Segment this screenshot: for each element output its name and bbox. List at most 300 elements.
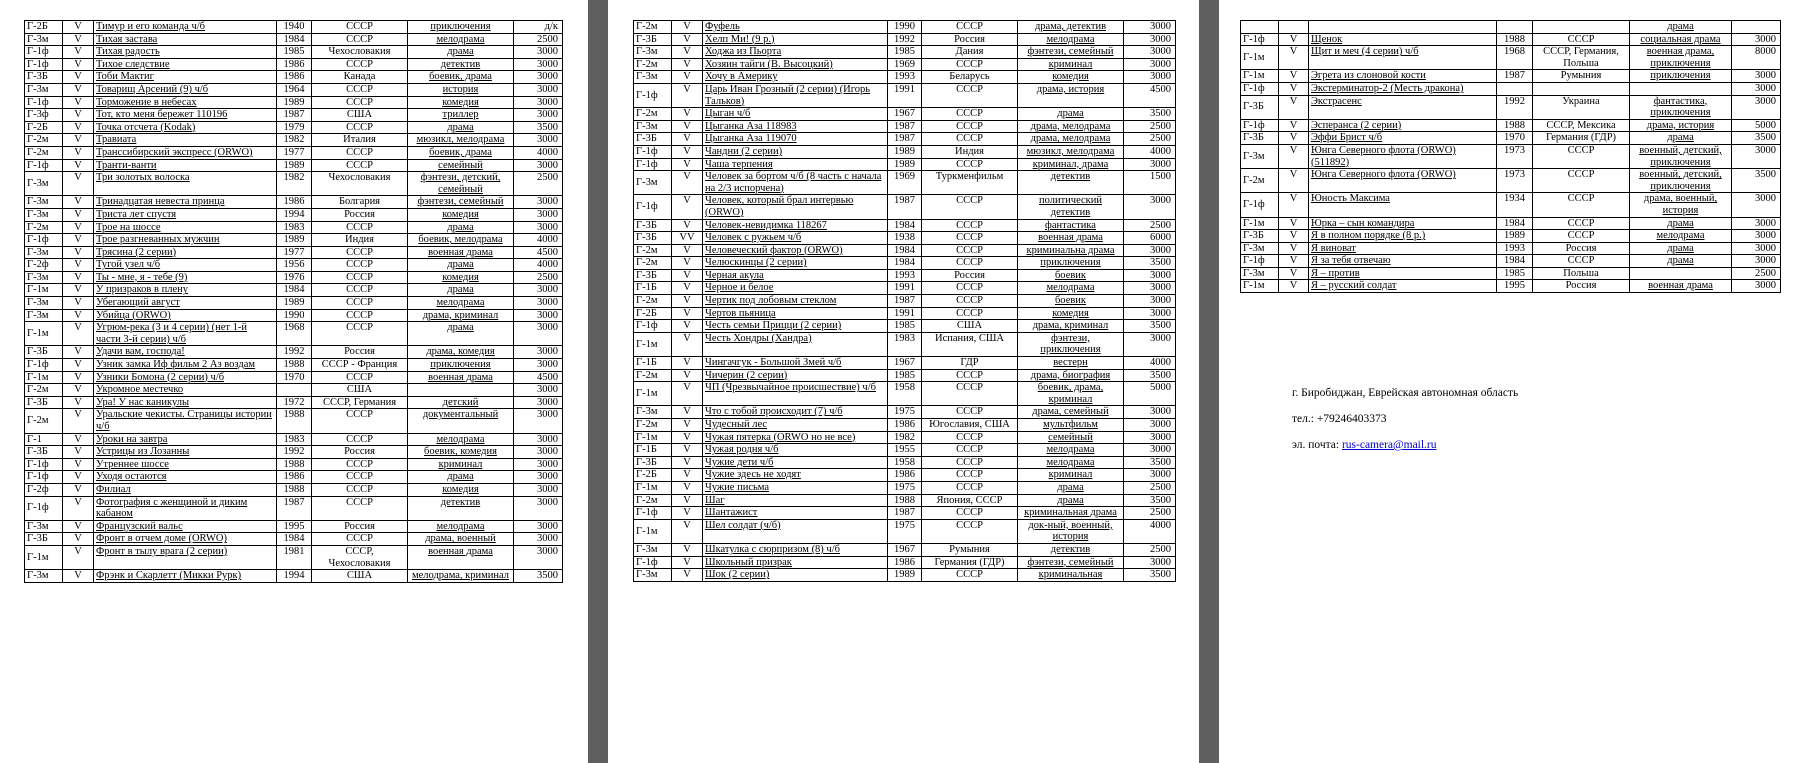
code-cell: Г-1ф bbox=[634, 556, 672, 569]
country-cell: СССР bbox=[312, 371, 408, 384]
table-row bbox=[25, 83, 563, 96]
country-cell: СССР bbox=[1533, 193, 1630, 217]
code-cell: Г-1м bbox=[634, 519, 672, 543]
format-cell: V bbox=[672, 444, 703, 457]
country-cell: СССР bbox=[312, 259, 408, 272]
table-row bbox=[25, 322, 563, 346]
year-cell: 1989 bbox=[888, 569, 922, 582]
table-row bbox=[634, 282, 1176, 295]
country-cell: СССР, Мексика bbox=[1533, 119, 1630, 132]
price-cell: 3000 bbox=[514, 71, 563, 84]
year-cell: 1979 bbox=[277, 121, 312, 134]
country-cell: СССР bbox=[312, 121, 408, 134]
genre-cell: драма bbox=[408, 471, 514, 484]
title-cell: Экстрасенс bbox=[1309, 95, 1497, 119]
genre-cell: фэнтези, семейный bbox=[1018, 46, 1124, 59]
year-cell: 1985 bbox=[277, 46, 312, 59]
genre-cell: военный, детский, приключения bbox=[1630, 144, 1732, 168]
code-cell: Г-3Б bbox=[25, 346, 63, 359]
table-row bbox=[1241, 217, 1781, 230]
price-cell: 4500 bbox=[514, 371, 563, 384]
table-row bbox=[25, 96, 563, 109]
code-cell: Г-2м bbox=[25, 146, 63, 159]
price-cell: 3000 bbox=[514, 159, 563, 172]
price-cell: 2500 bbox=[1124, 507, 1176, 520]
year-cell: 1970 bbox=[1497, 132, 1533, 145]
table-row bbox=[25, 496, 563, 520]
title-cell: Тихая радость bbox=[94, 46, 277, 59]
format-cell: V bbox=[672, 569, 703, 582]
price-cell: 3000 bbox=[1124, 295, 1176, 308]
code-cell: Г-1м bbox=[25, 545, 63, 569]
price-cell: 3500 bbox=[1124, 456, 1176, 469]
year-cell: 1977 bbox=[277, 246, 312, 259]
genre-cell: военный, детский, приключения bbox=[1630, 169, 1732, 193]
title-cell: Уроки на завтра bbox=[94, 433, 277, 446]
title-cell: Юнга Северного флота (ORWO) bbox=[1309, 169, 1497, 193]
country-cell: Югославия, США bbox=[922, 419, 1018, 432]
country-cell: СССР bbox=[922, 307, 1018, 320]
table-row bbox=[25, 433, 563, 446]
table-row bbox=[634, 382, 1176, 406]
code-cell: Г-1м bbox=[25, 284, 63, 297]
year-cell: 1985 bbox=[1497, 267, 1533, 280]
code-cell: Г-2м bbox=[634, 257, 672, 270]
title-cell: Хелп Ми! (9 р.) bbox=[703, 33, 888, 46]
table-row bbox=[634, 257, 1176, 270]
country-cell: СССР bbox=[1533, 33, 1630, 46]
table-row bbox=[634, 108, 1176, 121]
genre-cell: криминал bbox=[1018, 58, 1124, 71]
table-row bbox=[634, 369, 1176, 382]
price-cell: 3000 bbox=[1732, 242, 1781, 255]
code-cell: Г-3Б bbox=[25, 446, 63, 459]
title-cell: Укромное местечко bbox=[94, 384, 277, 397]
genre-cell: боевик bbox=[1018, 295, 1124, 308]
code-cell: Г-1ф bbox=[634, 320, 672, 333]
genre-cell: вестерн bbox=[1018, 357, 1124, 370]
code-cell: Г-1м bbox=[634, 481, 672, 494]
format-cell: V bbox=[672, 21, 703, 34]
title-cell: Травиата bbox=[94, 134, 277, 147]
year-cell: 1987 bbox=[888, 507, 922, 520]
year-cell: 1987 bbox=[888, 295, 922, 308]
genre-cell: мелодрама, криминал bbox=[408, 570, 514, 583]
table-row bbox=[25, 297, 563, 310]
genre-cell: мелодрама bbox=[408, 433, 514, 446]
year-cell: 1991 bbox=[888, 83, 922, 107]
title-cell: Человек, который брал интервью (ORWO) bbox=[703, 195, 888, 219]
title-cell: Угрюм-река (3 и 4 серии) (нет 1-й части 3-й серии) ч/б bbox=[94, 322, 277, 346]
format-cell: V bbox=[672, 120, 703, 133]
title-cell: Хочу в Америку bbox=[703, 71, 888, 84]
code-cell: Г-2ф bbox=[25, 259, 63, 272]
price-cell: 3000 bbox=[514, 83, 563, 96]
format-cell: V bbox=[63, 21, 94, 34]
genre-cell: боевик, драма bbox=[408, 71, 514, 84]
code-cell: Г-1ф bbox=[1241, 255, 1279, 268]
table-row bbox=[25, 246, 563, 259]
year-cell: 1992 bbox=[1497, 95, 1533, 119]
price-cell: 4000 bbox=[514, 146, 563, 159]
country-cell: Италия bbox=[312, 134, 408, 147]
table-row bbox=[634, 569, 1176, 582]
year-cell bbox=[277, 384, 312, 397]
table-row bbox=[25, 234, 563, 247]
table-row bbox=[634, 431, 1176, 444]
price-cell: 3000 bbox=[514, 109, 563, 122]
title-cell: Убийца (ORWO) bbox=[94, 309, 277, 322]
country-cell: СССР bbox=[922, 431, 1018, 444]
format-cell: V bbox=[1279, 46, 1309, 70]
price-cell: 2500 bbox=[514, 271, 563, 284]
code-cell: Г-3м bbox=[25, 520, 63, 533]
code-cell: Г-3Б bbox=[1241, 230, 1279, 243]
price-cell: 3000 bbox=[1124, 419, 1176, 432]
title-cell: Человек за бортом ч/б (8 часть с начала на 2/3 испорчена) bbox=[703, 171, 888, 195]
table-row bbox=[634, 244, 1176, 257]
title-cell: Шаг bbox=[703, 494, 888, 507]
title-cell: Транссибирский экспресс (ORWO) bbox=[94, 146, 277, 159]
table-row bbox=[1241, 144, 1781, 168]
format-cell: V bbox=[672, 456, 703, 469]
price-cell: 1500 bbox=[1124, 171, 1176, 195]
code-cell: Г-3м bbox=[1241, 267, 1279, 280]
table-row bbox=[25, 533, 563, 546]
format-cell: V bbox=[672, 431, 703, 444]
code-cell: Г-1Б bbox=[634, 282, 672, 295]
code-cell: Г-3Б bbox=[634, 133, 672, 146]
price-cell: 3500 bbox=[1124, 257, 1176, 270]
table-row bbox=[634, 21, 1176, 34]
contact-address: г. Биробиджан, Еврейская автономная область bbox=[1292, 387, 1519, 399]
genre-cell: драма, история bbox=[1630, 119, 1732, 132]
code-cell: Г-1ф bbox=[25, 234, 63, 247]
price-cell: 3000 bbox=[1124, 307, 1176, 320]
code-cell: Г-2м bbox=[634, 108, 672, 121]
format-cell: V bbox=[63, 458, 94, 471]
genre-cell: военная драма, приключения bbox=[1630, 46, 1732, 70]
code-cell: Г-3м bbox=[25, 246, 63, 259]
year-cell: 1988 bbox=[277, 409, 312, 433]
code-cell: Г-2м bbox=[1241, 169, 1279, 193]
genre-cell: военная драма bbox=[1018, 232, 1124, 245]
format-cell: V bbox=[1279, 230, 1309, 243]
format-cell: V bbox=[672, 219, 703, 232]
year-cell: 1967 bbox=[888, 543, 922, 556]
code-cell: Г-3Б bbox=[25, 396, 63, 409]
country-cell: США bbox=[312, 570, 408, 583]
price-cell: 3000 bbox=[514, 384, 563, 397]
format-cell: V bbox=[672, 244, 703, 257]
code-cell: Г-1ф bbox=[1241, 82, 1279, 95]
code-cell: Г-3м bbox=[25, 271, 63, 284]
country-cell: СССР bbox=[312, 159, 408, 172]
year-cell: 1993 bbox=[1497, 242, 1533, 255]
title-cell: Трое разгневанных мужчин bbox=[94, 234, 277, 247]
code-cell: Г-3м bbox=[25, 83, 63, 96]
table-row bbox=[25, 196, 563, 209]
year-cell: 1988 bbox=[1497, 119, 1533, 132]
genre-cell bbox=[408, 384, 514, 397]
price-cell: 3000 bbox=[1124, 406, 1176, 419]
code-cell: Г-3Б bbox=[1241, 132, 1279, 145]
title-cell: Щенок bbox=[1309, 33, 1497, 46]
genre-cell: криминал bbox=[1018, 469, 1124, 482]
country-cell: СССР bbox=[922, 21, 1018, 34]
format-cell: V bbox=[63, 221, 94, 234]
genre-cell: драма bbox=[1630, 21, 1732, 34]
code-cell: Г-2ф bbox=[25, 483, 63, 496]
year-cell: 1985 bbox=[888, 46, 922, 59]
table-row bbox=[634, 543, 1176, 556]
year-cell: 1988 bbox=[277, 359, 312, 372]
country-cell: СССР bbox=[312, 496, 408, 520]
format-cell: V bbox=[63, 172, 94, 196]
price-cell: 3000 bbox=[1124, 71, 1176, 84]
table-row bbox=[1241, 21, 1781, 34]
format-cell: V bbox=[63, 146, 94, 159]
price-cell: 3000 bbox=[1732, 280, 1781, 293]
genre-cell: мелодрама bbox=[1018, 282, 1124, 295]
country-cell: СССР bbox=[312, 246, 408, 259]
country-cell: Россия bbox=[312, 208, 408, 221]
year-cell: 1969 bbox=[888, 171, 922, 195]
table-row bbox=[1241, 230, 1781, 243]
format-cell: V bbox=[63, 545, 94, 569]
genre-cell: комедия bbox=[408, 271, 514, 284]
table-row bbox=[25, 134, 563, 147]
genre-cell: драма, мелодрама bbox=[1018, 133, 1124, 146]
title-cell: Цыганка Аза 119070 bbox=[703, 133, 888, 146]
code-cell: Г-2м bbox=[634, 369, 672, 382]
title-cell: Чужая родня ч/б bbox=[703, 444, 888, 457]
price-cell: 3000 bbox=[1124, 444, 1176, 457]
title-cell: Удачи вам, господа! bbox=[94, 346, 277, 359]
price-cell: 3000 bbox=[1732, 144, 1781, 168]
format-cell: V bbox=[672, 406, 703, 419]
code-cell: Г-1ф bbox=[25, 359, 63, 372]
country-cell: СССР bbox=[922, 569, 1018, 582]
code-cell: Г-2м bbox=[25, 134, 63, 147]
price-cell: 4500 bbox=[514, 246, 563, 259]
year-cell: 1989 bbox=[888, 158, 922, 171]
price-cell: 5000 bbox=[1124, 382, 1176, 406]
genre-cell: детектив bbox=[1018, 543, 1124, 556]
year-cell: 1969 bbox=[888, 58, 922, 71]
code-cell: Г-1ф bbox=[25, 58, 63, 71]
table-row bbox=[25, 271, 563, 284]
genre-cell: мюзикл, мелодрама bbox=[1018, 145, 1124, 158]
year-cell: 1991 bbox=[888, 307, 922, 320]
country-cell: СССР bbox=[1533, 169, 1630, 193]
format-cell: V bbox=[672, 481, 703, 494]
price-cell: 3000 bbox=[514, 533, 563, 546]
country-cell: СССР bbox=[922, 444, 1018, 457]
format-cell: V bbox=[1279, 119, 1309, 132]
year-cell: 1982 bbox=[277, 134, 312, 147]
year-cell: 1989 bbox=[277, 96, 312, 109]
format-cell: V bbox=[672, 33, 703, 46]
year-cell: 1989 bbox=[888, 145, 922, 158]
table-row bbox=[25, 409, 563, 433]
year-cell: 1986 bbox=[277, 58, 312, 71]
genre-cell bbox=[1630, 267, 1732, 280]
genre-cell: комедия bbox=[1018, 307, 1124, 320]
year-cell: 1982 bbox=[888, 431, 922, 444]
format-cell: V bbox=[1279, 144, 1309, 168]
country-cell bbox=[1533, 82, 1630, 95]
table-row bbox=[1241, 193, 1781, 217]
table-row bbox=[25, 471, 563, 484]
year-cell: 1984 bbox=[888, 257, 922, 270]
format-cell: V bbox=[672, 419, 703, 432]
code-cell: Г-1ф bbox=[634, 158, 672, 171]
title-cell: Я за тебя отвечаю bbox=[1309, 255, 1497, 268]
price-cell: 3000 bbox=[1124, 556, 1176, 569]
title-cell: Уходя остаются bbox=[94, 471, 277, 484]
code-cell: Г-2Б bbox=[25, 121, 63, 134]
format-cell: V bbox=[63, 371, 94, 384]
price-cell: 3000 bbox=[514, 46, 563, 59]
table-row bbox=[1241, 95, 1781, 119]
code-cell: Г-1м bbox=[1241, 217, 1279, 230]
table-row bbox=[1241, 242, 1781, 255]
year-cell: 1967 bbox=[888, 357, 922, 370]
genre-cell: драма bbox=[1018, 481, 1124, 494]
contact-email-label: эл. почта: bbox=[1292, 439, 1342, 451]
country-cell: Чехословакия bbox=[312, 46, 408, 59]
price-cell: 3500 bbox=[1124, 108, 1176, 121]
year-cell: 1983 bbox=[277, 221, 312, 234]
table-row bbox=[25, 172, 563, 196]
price-cell: 4000 bbox=[1124, 357, 1176, 370]
genre-cell: мелодрама bbox=[1018, 456, 1124, 469]
title-cell: Чудесный лес bbox=[703, 419, 888, 432]
title-cell: Челюскинцы (2 серии) bbox=[703, 257, 888, 270]
country-cell: СССР bbox=[1533, 144, 1630, 168]
format-cell: V bbox=[63, 196, 94, 209]
code-cell: Г-2м bbox=[25, 384, 63, 397]
table-row bbox=[634, 58, 1176, 71]
code-cell: Г-3Б bbox=[25, 71, 63, 84]
year-cell: 1995 bbox=[1497, 280, 1533, 293]
format-cell: V bbox=[1279, 169, 1309, 193]
genre-cell: криминальная bbox=[1018, 569, 1124, 582]
code-cell: Г-2Б bbox=[634, 307, 672, 320]
title-cell: Трое на шоссе bbox=[94, 221, 277, 234]
table-row bbox=[634, 307, 1176, 320]
genre-cell: драма bbox=[1630, 132, 1732, 145]
format-cell: V bbox=[672, 556, 703, 569]
genre-cell: детский bbox=[408, 396, 514, 409]
year-cell: 1986 bbox=[277, 471, 312, 484]
format-cell: V bbox=[1279, 193, 1309, 217]
code-cell: Г-1ф bbox=[25, 96, 63, 109]
title-cell: Чертов пьяница bbox=[703, 307, 888, 320]
genre-cell: военная драма bbox=[408, 545, 514, 569]
price-cell: 3000 bbox=[1124, 332, 1176, 356]
price-cell: 2500 bbox=[514, 33, 563, 46]
table-row bbox=[634, 519, 1176, 543]
country-cell: Россия bbox=[922, 269, 1018, 282]
email-link[interactable]: rus-camera@mail.ru bbox=[1341, 439, 1437, 451]
table-row bbox=[634, 145, 1176, 158]
format-cell: V bbox=[672, 382, 703, 406]
year-cell: 1964 bbox=[277, 83, 312, 96]
table-row bbox=[634, 219, 1176, 232]
country-cell: СССР bbox=[312, 471, 408, 484]
price-cell: 3000 bbox=[1124, 33, 1176, 46]
code-cell: Г-1м bbox=[1241, 46, 1279, 70]
country-cell: СССР bbox=[922, 133, 1018, 146]
price-cell: 2500 bbox=[1124, 133, 1176, 146]
year-cell: 1989 bbox=[277, 234, 312, 247]
genre-cell: боевик, драма bbox=[408, 146, 514, 159]
code-cell: Г-1м bbox=[1241, 70, 1279, 83]
title-cell: Тоби Мактиг bbox=[94, 71, 277, 84]
country-cell: Польша bbox=[1533, 267, 1630, 280]
genre-cell: фантастика bbox=[1018, 219, 1124, 232]
format-cell: V bbox=[672, 83, 703, 107]
table-row bbox=[25, 309, 563, 322]
table-row bbox=[25, 371, 563, 384]
title-cell: Фронт в отчем доме (ORWO) bbox=[94, 533, 277, 546]
title-cell: Юнга Северного флота (ORWO) (511892) bbox=[1309, 144, 1497, 168]
country-cell: СССР bbox=[312, 33, 408, 46]
price-cell: 3000 bbox=[1124, 469, 1176, 482]
genre-cell: комедия bbox=[408, 483, 514, 496]
code-cell: Г-3м bbox=[634, 569, 672, 582]
film-table-body bbox=[25, 21, 563, 583]
year-cell: 1958 bbox=[888, 382, 922, 406]
format-cell: V bbox=[672, 494, 703, 507]
title-cell: Царь Иван Грозный (2 серии) (Игорь Тальков) bbox=[703, 83, 888, 107]
title-cell: Чичерин (2 серии) bbox=[703, 369, 888, 382]
title-cell: Узник замка Иф фильм 2 Аз воздам bbox=[94, 359, 277, 372]
price-cell: 3000 bbox=[1124, 431, 1176, 444]
price-cell: 3000 bbox=[514, 545, 563, 569]
genre-cell: драма, комедия bbox=[408, 346, 514, 359]
price-cell: 3000 bbox=[1124, 282, 1176, 295]
year-cell: 1993 bbox=[888, 71, 922, 84]
country-cell: Россия bbox=[312, 346, 408, 359]
code-cell: Г-1м bbox=[1241, 280, 1279, 293]
code-cell: Г-2м bbox=[25, 409, 63, 433]
genre-cell: драма bbox=[408, 322, 514, 346]
title-cell: Эгрета из слоновой кости bbox=[1309, 70, 1497, 83]
genre-cell: драма, история bbox=[1018, 83, 1124, 107]
country-cell: СССР bbox=[312, 322, 408, 346]
format-cell: V bbox=[63, 533, 94, 546]
code-cell: Г-3м bbox=[25, 570, 63, 583]
price-cell: 4000 bbox=[514, 234, 563, 247]
table-row bbox=[25, 458, 563, 471]
format-cell: V bbox=[1279, 33, 1309, 46]
title-cell: Юрка – сын командира bbox=[1309, 217, 1497, 230]
country-cell: СССР bbox=[312, 309, 408, 322]
code-cell: Г-1ф bbox=[634, 83, 672, 107]
code-cell: Г-2м bbox=[25, 221, 63, 234]
country-cell: Индия bbox=[922, 145, 1018, 158]
genre-cell: фэнтези, детский, семейный bbox=[408, 172, 514, 196]
code-cell: Г-3Б bbox=[634, 232, 672, 245]
year-cell: 1984 bbox=[277, 284, 312, 297]
title-cell: Чингачгук - Большой Змей ч/б bbox=[703, 357, 888, 370]
genre-cell: боевик bbox=[1018, 269, 1124, 282]
title-cell: Чандни (2 серии) bbox=[703, 145, 888, 158]
price-cell: 4000 bbox=[1124, 519, 1176, 543]
